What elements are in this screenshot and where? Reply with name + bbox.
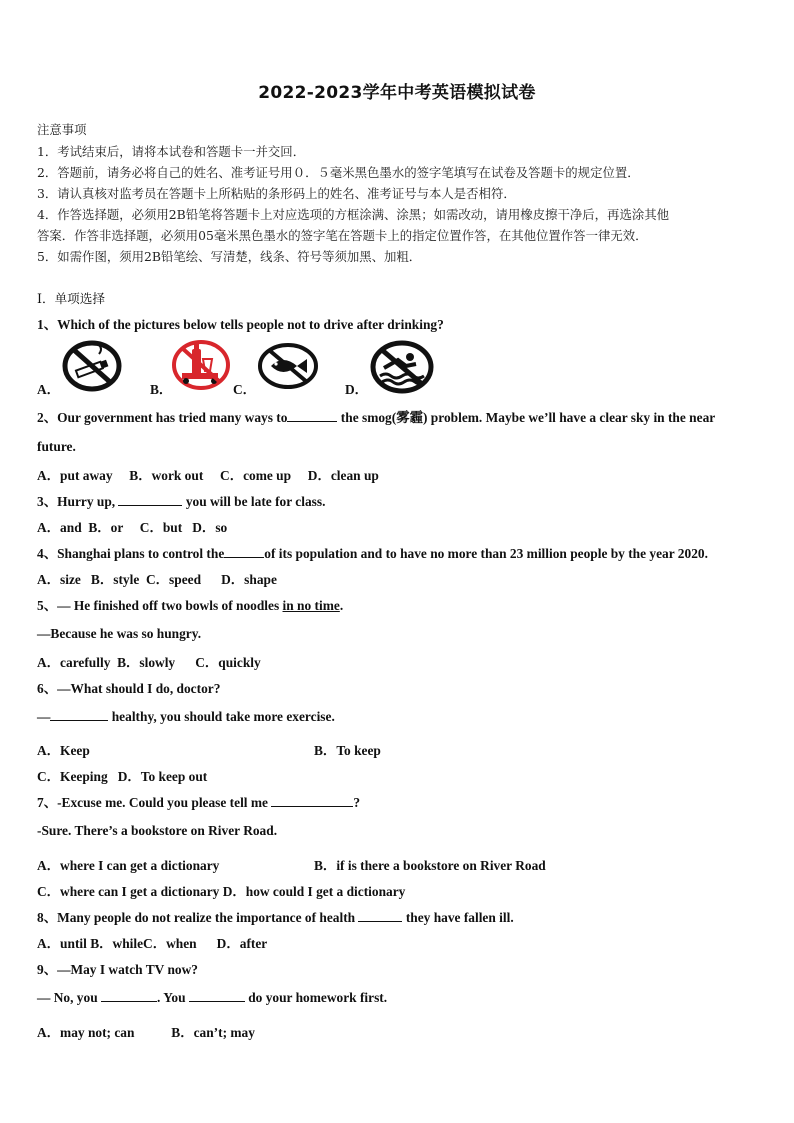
q5-stem-part-a: 5、— He finished off two bowls of noodles (37, 598, 283, 613)
q5-underlined-phrase: in no time (282, 598, 340, 613)
q7-blank (271, 795, 353, 807)
q9-options: A．may not; can B．can’t; may (37, 1025, 255, 1040)
q8-options: A．until B．whileC．when D．after (37, 936, 268, 951)
no-swimming-icon (370, 340, 434, 399)
q7-stem (37, 792, 360, 811)
q8-blank (358, 910, 402, 922)
q6-option-b: B．To keep (314, 743, 381, 758)
q5-stem (37, 595, 343, 614)
no-drinking-icon (170, 339, 232, 396)
no-fishing-icon (257, 342, 319, 395)
q6-stem: 6、—What should I do, doctor? (37, 681, 221, 696)
q4-blank (224, 546, 264, 558)
q5-options: A．carefully B．slowly C．quickly (37, 655, 261, 670)
notice-item-3: 3．请认真核对监考员在答题卡上所粘贴的条形码上的姓名、准考证号与本人是否相符． (37, 186, 516, 201)
q3-stem-part-b: you will be late for class. (182, 494, 326, 509)
no-smoking-icon (62, 340, 122, 397)
q1-option-a-label: A． (37, 382, 61, 397)
q3-blank (118, 494, 182, 506)
q8-stem-part-b: they have fallen ill. (402, 910, 514, 925)
q9-reply-part-a: — No, you (37, 990, 101, 1005)
q7-option-b: B．if is there a bookstore on River Road (314, 858, 546, 873)
q6-blank (50, 709, 108, 721)
q9-reply-part-b: . You (157, 990, 189, 1005)
q2-stem-part-a: 2、Our government has tried many ways to (37, 410, 288, 425)
section-heading: Ⅰ．单项选择 (37, 291, 105, 306)
q5-stem-part-b: . (339, 598, 344, 613)
q6-reply (37, 709, 335, 725)
q7-options-cd: C．where can I get a dictionary D．how could I get a dictionary (37, 884, 406, 899)
q8-stem (37, 907, 514, 926)
notice-item-4: 4．作答选择题，必须用2B铅笔将答题卡上对应选项的方框涂满、涂黑；如需改动，请用橡皮擦干净后，再选涂其他 (37, 207, 670, 222)
q2-blank (287, 410, 337, 422)
q1-stem: 1、Which of the pictures below tells people not to drive after drinking? (37, 317, 444, 332)
q2-stem-cont: future. (37, 439, 76, 454)
q2-stem (37, 407, 715, 426)
q4-options: A．size B．style C．speed D．shape (37, 572, 277, 587)
q1-option-b-label: B． (150, 382, 173, 397)
q4-stem-part-b: of its population and to have no more than 23 million people by the year 2020. (264, 546, 708, 561)
q9-reply-part-c: do your homework first. (244, 990, 388, 1005)
q2-stem-part-b: the smog(雾霾) problem. Maybe we’ll have a clear sky in the near (337, 410, 716, 425)
q8-stem-part-a: 8、Many people do not realize the importance of health (37, 910, 359, 925)
q3-options: A．and B．or C．but D．so (37, 520, 228, 535)
q4-stem (37, 543, 708, 562)
q9-reply (37, 990, 387, 1006)
q9-stem: 9、—May I watch TV now? (37, 962, 198, 977)
notice-item-4-cont: 答案．作答非选择题，必须用05毫米黑色墨水的签字笔在答题卡上的指定位置作答，在其他位置作答一律无效． (37, 228, 648, 243)
page-title: 2022-2023学年中考英语模拟试卷 (258, 83, 536, 103)
q7-stem-part-b: ? (353, 795, 361, 810)
q7-option-a: A．where I can get a dictionary (37, 858, 220, 873)
q2-options: A．put away B．work out C．come up D．clean up (37, 468, 379, 483)
notice-heading: 注意事项 (37, 122, 87, 137)
q6-reply-part-b: healthy, you should take more exercise. (108, 709, 335, 724)
q5-reply: —Because he was so hungry. (37, 626, 202, 641)
q1-option-c-label: C． (233, 382, 257, 397)
q4-stem-part-a: 4、Shanghai plans to control the (37, 546, 225, 561)
q6-options-cd: C．Keeping D．To keep out (37, 769, 208, 784)
q1-option-d-label: D． (345, 382, 369, 397)
q9-blank-2 (189, 990, 245, 1002)
q6-reply-part-a: — (37, 709, 51, 724)
q7-reply: -Sure. There’s a bookstore on River Road. (37, 823, 278, 838)
q9-blank-1 (101, 990, 157, 1002)
q7-stem-part-a: 7、-Excuse me. Could you please tell me (37, 795, 272, 810)
q6-option-a: A．Keep (37, 743, 90, 758)
notice-item-2: 2．答题前，请务必将自己的姓名、准考证号用０．５毫米黑色墨水的签字笔填写在试卷及答题卡的规定位置． (37, 165, 640, 180)
notice-item-5: 5．如需作图，须用2B铅笔绘、写清楚，线条、符号等须加黑、加粗． (37, 249, 422, 264)
q3-stem (37, 491, 325, 510)
notice-item-1: 1．考试结束后，请将本试卷和答题卡一并交回． (37, 144, 306, 159)
q3-stem-part-a: 3、Hurry up, (37, 494, 119, 509)
